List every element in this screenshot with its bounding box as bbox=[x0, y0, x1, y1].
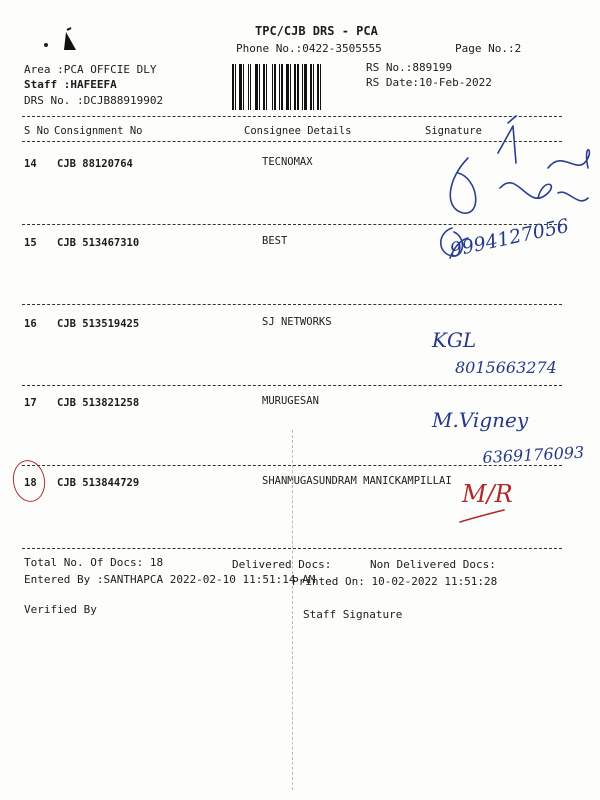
staff-label: Staff :HAFEEFA bbox=[24, 78, 117, 91]
scan-artifact-line bbox=[292, 430, 293, 790]
row-consignment: CJB 513519425 bbox=[57, 318, 140, 330]
entered-by: Entered By :SANTHAPCA 2022-02-10 11:51:14 AM bbox=[24, 573, 316, 586]
row-sno: 14 bbox=[24, 158, 37, 170]
row-consignee: SJ NETWORKS bbox=[262, 316, 332, 328]
row-consignee: SHANMUGASUNDRAM MANICKAMPILLAI bbox=[262, 475, 452, 487]
handwritten-signature-17: M.Vigney bbox=[432, 408, 529, 432]
document-title: TPC/CJB DRS - PCA bbox=[255, 24, 378, 38]
area-label: Area :PCA OFFCIE DLY bbox=[24, 63, 157, 76]
page-number: Page No.:2 bbox=[455, 42, 522, 55]
logo-mark-icon bbox=[40, 26, 85, 56]
total-docs: Total No. Of Docs: 18 bbox=[24, 556, 164, 569]
underline-mark-18-icon bbox=[458, 508, 508, 528]
row-separator bbox=[22, 385, 562, 386]
signature-row-14-icon bbox=[438, 118, 598, 228]
handwritten-mark-18: M/R bbox=[462, 480, 513, 508]
delivered-docs: Delivered Docs: bbox=[232, 558, 332, 571]
header-top-rule bbox=[22, 116, 562, 117]
non-delivered-docs: Non Delivered Docs: bbox=[370, 558, 496, 571]
handwritten-signature-16: KGL bbox=[432, 328, 477, 352]
handwritten-phone-16: 8015663274 bbox=[455, 358, 557, 377]
row-consignment: CJB 513844729 bbox=[57, 477, 140, 489]
row-consignment: CJB 513467310 bbox=[57, 237, 140, 249]
drs-number: DRS No. :DCJB88919902 bbox=[24, 94, 164, 107]
row-sno: 17 bbox=[24, 397, 37, 409]
printed-on: Printed On: 10-02-2022 11:51:28 bbox=[292, 575, 498, 588]
phone-number: Phone No.:0422-3505555 bbox=[236, 42, 382, 55]
row-separator bbox=[22, 304, 562, 305]
column-sno: S No bbox=[24, 125, 50, 137]
row-sno: 15 bbox=[24, 237, 37, 249]
barcode bbox=[232, 64, 355, 110]
handwritten-phone-15: 9994127056 bbox=[448, 214, 571, 262]
row-consignee: TECNOMAX bbox=[262, 156, 313, 168]
row-consignment: CJB 88120764 bbox=[57, 158, 133, 170]
rs-number: RS No.:889199 bbox=[366, 61, 453, 74]
rs-date: RS Date:10-Feb-2022 bbox=[366, 76, 492, 89]
staff-signature: Staff Signature bbox=[303, 608, 403, 621]
row-consignment: CJB 513821258 bbox=[57, 397, 140, 409]
row-sno: 18 bbox=[24, 477, 37, 489]
handwritten-phone-17: 6369176093 bbox=[482, 442, 585, 467]
row-sno: 16 bbox=[24, 318, 37, 330]
column-consignment: Consignment No bbox=[54, 125, 143, 137]
verified-by: Verified By bbox=[24, 603, 97, 616]
row-consignee: BEST bbox=[262, 235, 288, 247]
column-signature: Signature bbox=[425, 125, 482, 137]
column-consignee: Consignee Details bbox=[244, 125, 352, 137]
row-consignee: MURUGESAN bbox=[262, 395, 319, 407]
